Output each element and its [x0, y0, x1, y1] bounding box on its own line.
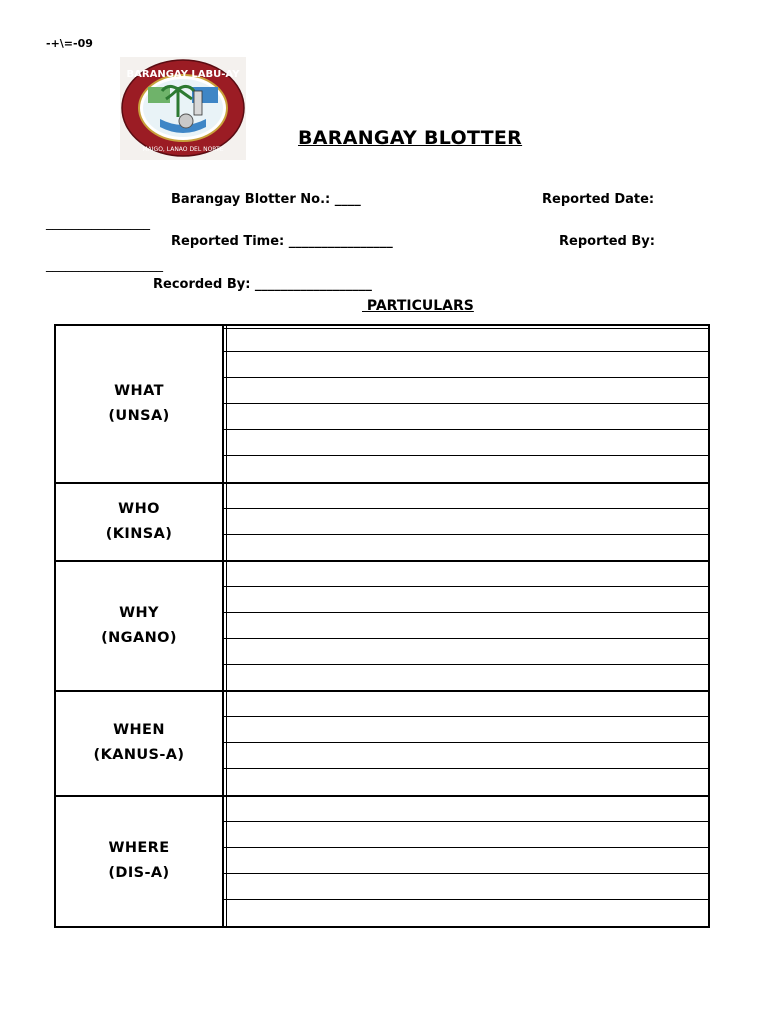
row-divider: [224, 664, 708, 665]
row-divider: [224, 716, 708, 717]
page-title: BARANGAY BLOTTER: [298, 127, 523, 149]
category-label: WHAT: [114, 383, 164, 400]
row-divider: [224, 508, 708, 509]
row-divider: [224, 429, 708, 430]
entry-line[interactable]: [227, 743, 708, 769]
row-divider: [224, 534, 708, 535]
category-label: WHERE: [108, 839, 170, 856]
row-divider: [224, 612, 708, 613]
top-inner-line: [224, 328, 708, 329]
entry-line[interactable]: [227, 404, 708, 430]
row-divider: [224, 586, 708, 587]
row-divider: [224, 351, 708, 352]
entry-line[interactable]: [227, 509, 708, 535]
category-translation: (KANUS-A): [93, 747, 185, 764]
entry-line[interactable]: [227, 717, 708, 743]
category-who: [56, 483, 222, 561]
entry-line[interactable]: [227, 587, 708, 613]
category-when: [56, 691, 222, 795]
entry-line[interactable]: [227, 691, 708, 717]
entry-line[interactable]: [227, 378, 708, 404]
entry-line[interactable]: [227, 796, 708, 822]
row-divider: [224, 403, 708, 404]
entry-line[interactable]: [227, 535, 708, 561]
seal-bottom-text: MAIGO, LANAO DEL NORTE: [142, 146, 224, 153]
reported-time-field: Reported Time: ________________: [171, 234, 393, 249]
seal-top-text: BARANGAY LABU-AY: [126, 69, 240, 80]
entry-line[interactable]: [227, 848, 708, 874]
category-label: WHO: [118, 500, 160, 517]
blotter-no-field: Barangay Blotter No.: ____: [171, 192, 361, 207]
entry-line[interactable]: [227, 326, 708, 352]
barangay-seal-icon: [120, 57, 246, 160]
entry-line[interactable]: [227, 613, 708, 639]
reported-by-blank: __________________: [46, 258, 163, 273]
entry-line[interactable]: [227, 665, 708, 691]
category-translation: (KINSA): [105, 525, 173, 542]
category-label: WHEN: [113, 722, 165, 739]
particulars-table: [54, 324, 710, 928]
recorded-by-field: Recorded By: __________________: [153, 277, 372, 292]
reported-date-blank: ________________: [46, 216, 150, 231]
entry-line[interactable]: [227, 822, 708, 848]
document-code: -+\=-09: [46, 37, 93, 50]
category-what: [56, 326, 222, 483]
entry-line[interactable]: [227, 430, 708, 456]
row-divider: [224, 742, 708, 743]
category-translation: (DIS-A): [108, 864, 170, 881]
category-translation: (NGANO): [101, 629, 177, 646]
entry-line[interactable]: [227, 561, 708, 587]
entry-line[interactable]: [227, 769, 708, 795]
entry-line[interactable]: [227, 483, 708, 509]
row-divider: [224, 847, 708, 848]
entry-line[interactable]: [227, 456, 708, 482]
category-why: [56, 561, 222, 691]
row-divider: [224, 873, 708, 874]
row-divider: [224, 638, 708, 639]
particulars-heading: PARTICULARS: [362, 298, 474, 314]
row-divider: [224, 768, 708, 769]
entry-line[interactable]: [227, 900, 708, 926]
entry-line[interactable]: [227, 352, 708, 378]
entry-line[interactable]: [227, 874, 708, 900]
row-divider: [224, 899, 708, 900]
reported-date-label: Reported Date:: [542, 192, 655, 207]
category-label: WHY: [119, 604, 159, 621]
category-where: [56, 796, 222, 926]
reported-by-label: Reported By:: [559, 234, 655, 249]
entry-line[interactable]: [227, 639, 708, 665]
category-translation: (UNSA): [108, 408, 170, 425]
row-divider: [224, 821, 708, 822]
row-divider: [224, 455, 708, 456]
row-divider: [224, 377, 708, 378]
